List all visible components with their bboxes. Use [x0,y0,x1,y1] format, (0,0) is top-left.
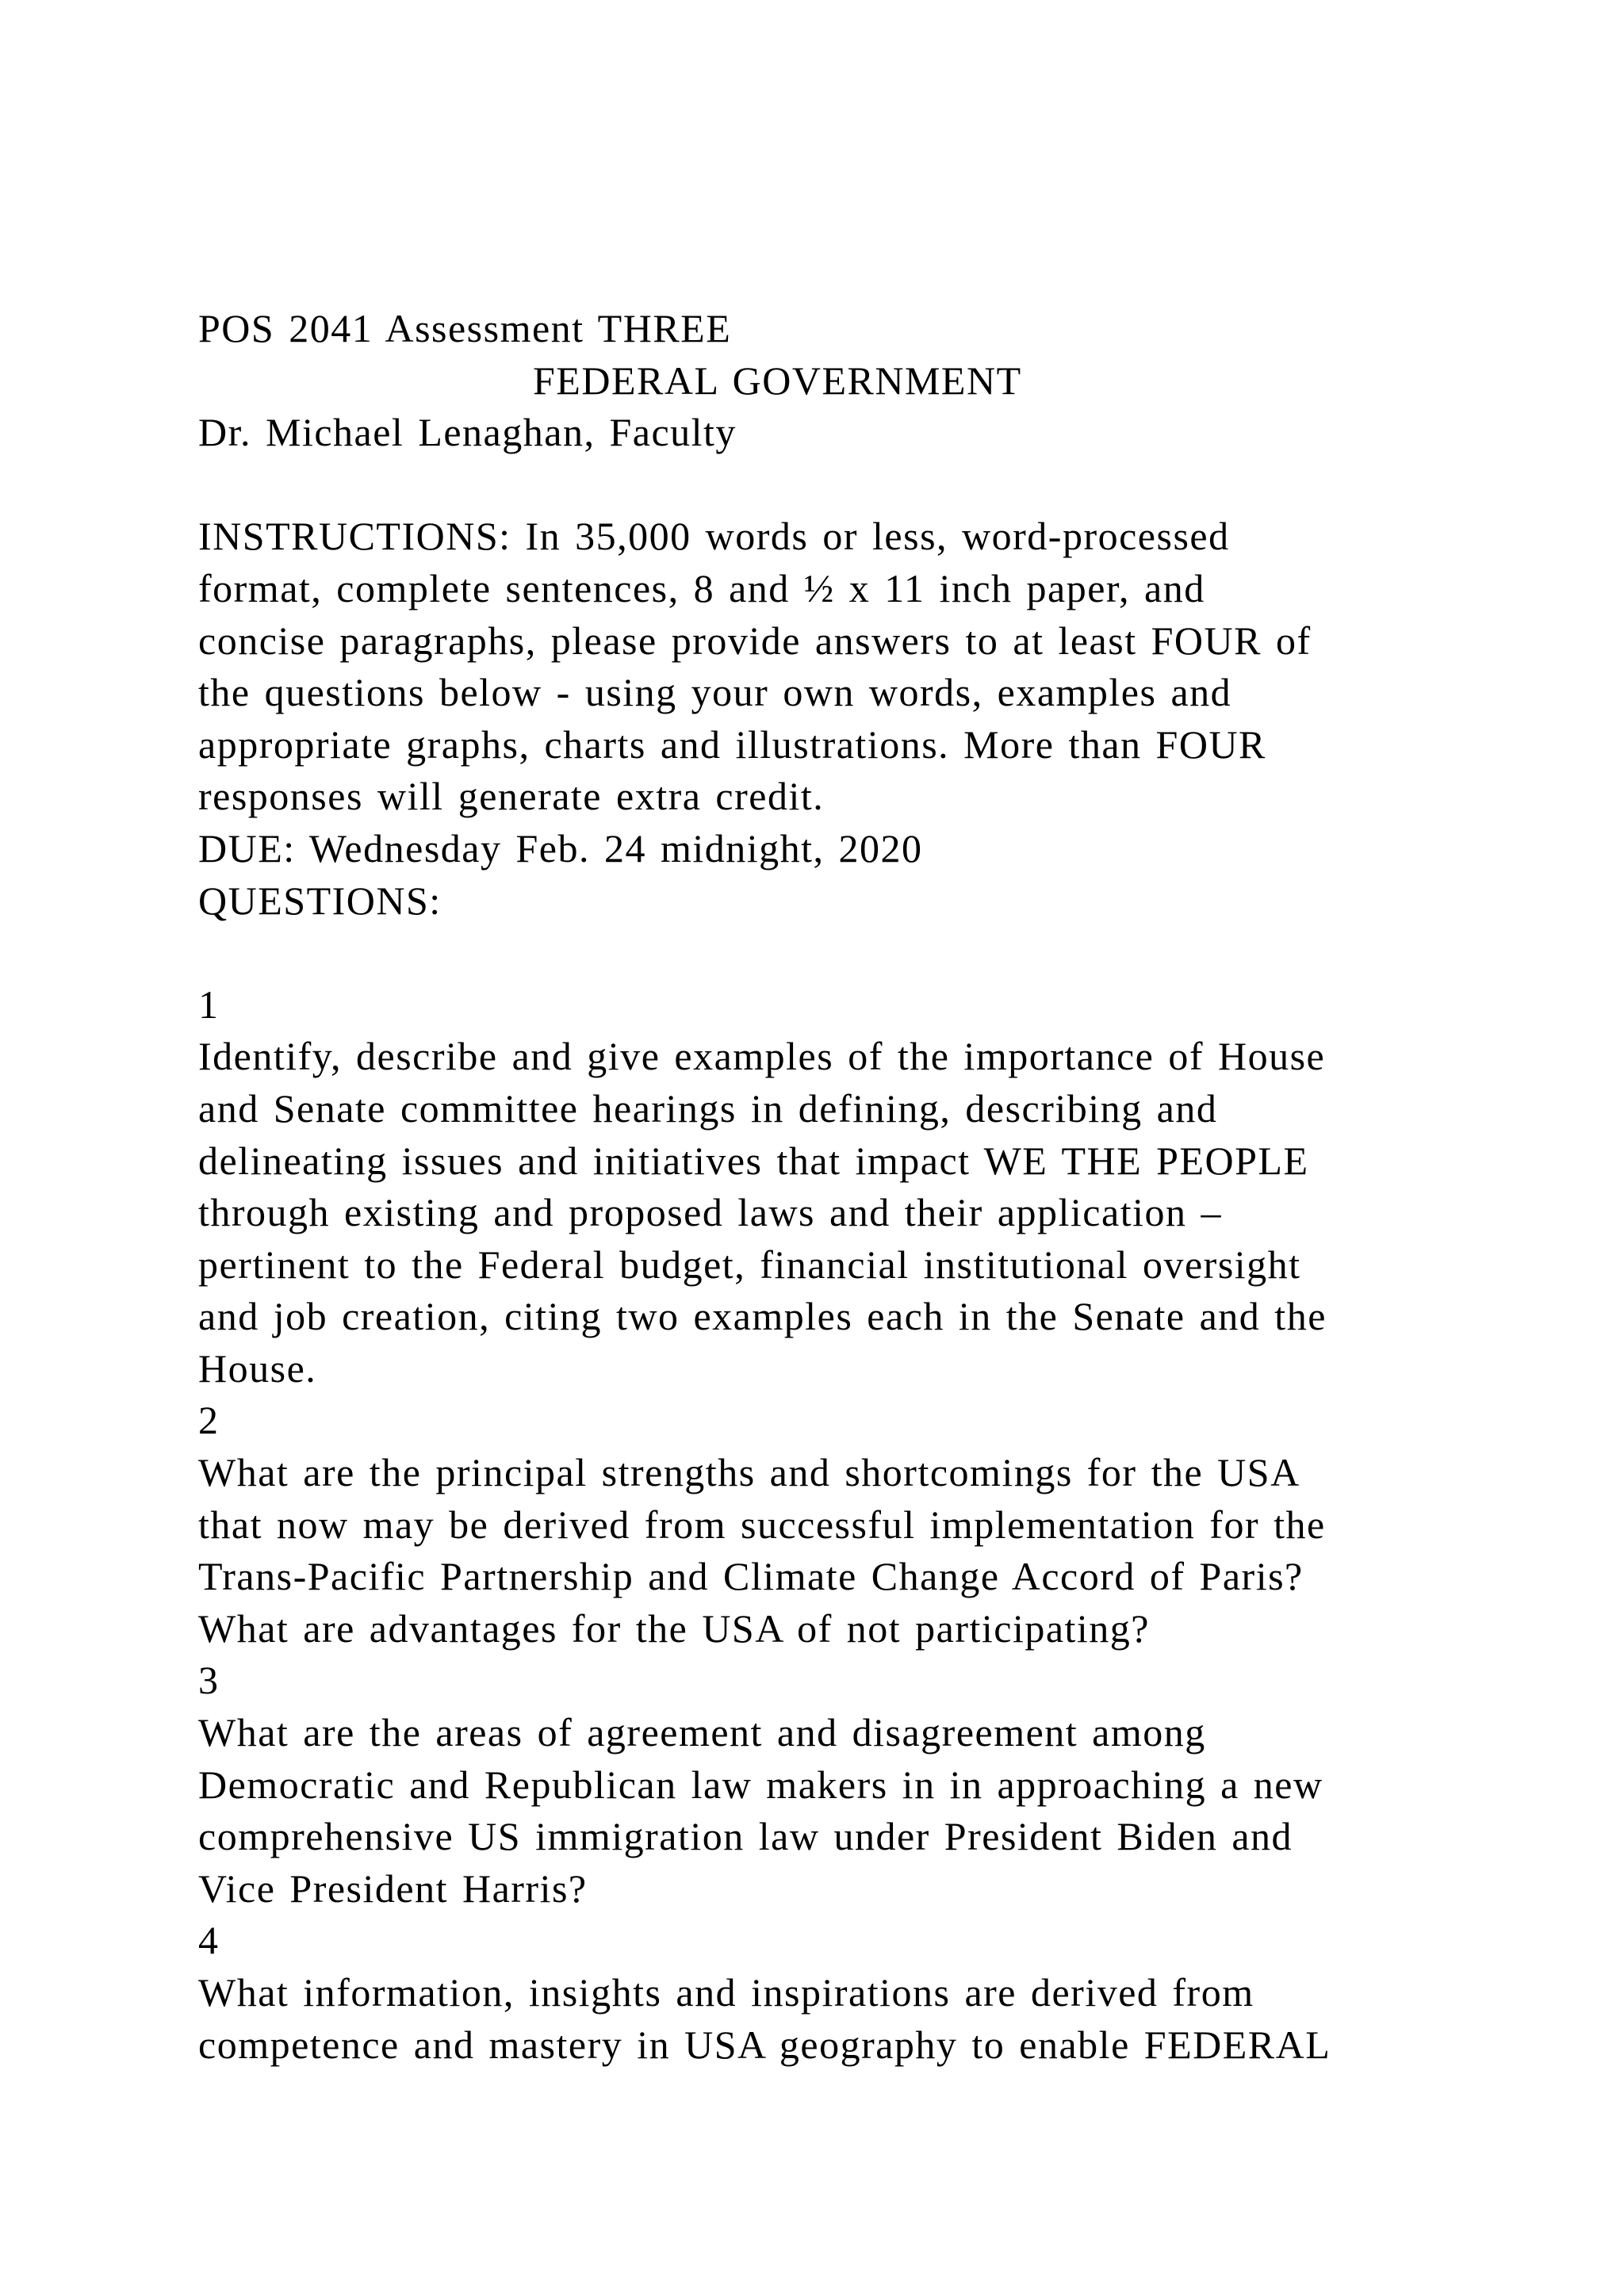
question-line: Democratic and Republican law makers in in approaching a new [198,1762,1323,1807]
document-subtitle: FEDERAL GOVERNMENT [533,358,1022,403]
question-line: comprehensive US immigration law under President Biden and [198,1814,1293,1859]
question-line: and job creation, citing two examples each in the Senate and the [198,1294,1327,1339]
question-1 [198,979,1515,1395]
question-line: through existing and proposed laws and their application – [198,1190,1222,1235]
question-line: What are the areas of agreement and disagreement among [198,1710,1206,1755]
instructions-line: INSTRUCTIONS: In 35,000 words or less, word-processed [198,514,1230,559]
spacer [198,927,1515,979]
question-number: 2 [198,1398,220,1443]
document-body [198,303,1515,2071]
instructions-line: appropriate graphs, charts and illustrations. More than FOUR [198,721,1266,767]
question-line: What are advantages for the USA of not participating? [198,1605,1151,1651]
instructions-line: format, complete sentences, 8 and ½ x 11 inch paper, and [198,565,1205,610]
question-line: House. [198,1345,317,1391]
question-line: delineating issues and initiatives that impact WE THE PEOPLE [198,1138,1309,1183]
due-date: DUE: Wednesday Feb. 24 midnight, 2020 [198,825,923,871]
question-4 [198,1915,1515,2071]
questions-heading: QUESTIONS: [198,878,442,923]
question-line: Trans-Pacific Partnership and Climate Change Accord of Paris? [198,1554,1304,1599]
course-title: POS 2041 Assessment THREE [198,306,732,350]
faculty-line: Dr. Michael Lenaghan, Faculty [198,410,737,455]
question-line: competence and mastery in USA geography to enable FEDERAL [198,2022,1331,2067]
question-line: Vice President Harris? [198,1866,588,1911]
question-number: 1 [198,982,220,1027]
question-line: and Senate committee hearings in defining, describing and [198,1085,1218,1131]
instructions-line: concise paragraphs, please provide answers to at least FOUR of [198,618,1312,663]
question-line: Identify, describe and give examples of the importance of House [198,1034,1326,1079]
instructions-line: responses will generate extra credit. [198,774,825,819]
instructions-line: the questions below - using your own words, examples and [198,670,1232,715]
question-line: What information, insights and inspirations are derived from [198,1970,1254,2015]
spacer [198,459,1515,511]
question-line: pertinent to the Federal budget, financial institutional oversight [198,1242,1301,1287]
question-line: What are the principal strengths and shortcomings for the USA [198,1450,1300,1495]
instructions-paragraph [198,511,1515,823]
question-number: 4 [198,1918,220,1963]
question-2 [198,1395,1515,1655]
question-line: that now may be derived from successful implementation for the [198,1502,1326,1547]
question-number: 3 [198,1658,220,1703]
question-3 [198,1655,1515,1915]
